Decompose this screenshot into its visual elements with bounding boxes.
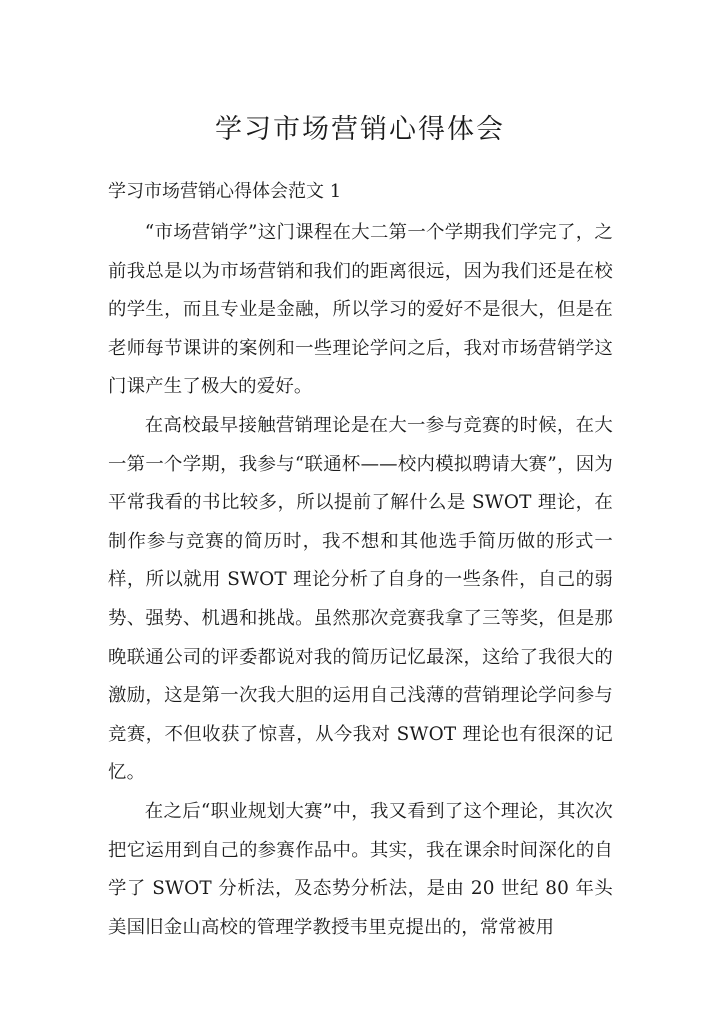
paragraph: 在高校最早接触营销理论是在大一参与竞赛的时候，在大一第一个学期，我参与“联通杯——校内模拟聘请大赛”，因为平常我看的书比较多，所以提前了解什么是 SWOT 理论，在制作参与竞赛的简历时，我不想和其他选手简历做的形式一样，所以就用 SWOT 理论分析了自身的一些条件，自己的弱势、强势、机遇和挑战。虽然那次竞赛我拿了三等奖，但是那晚联通公司的评委都说对我的简历记忆最深，这给了我很大的激励，这是第一次我大胆的运用自己浅薄的营销理论学问参与竞赛，不但收获了惊喜，从今我对 SWOT 理论也有很深的记忆。 <box>108 414 613 784</box>
paragraph: 在之后“职业规划大赛”中，我又看到了这个理论，其次次把它运用到自己的参赛作品中。其实，我在课余时间深化的自学了 SWOT 分析法，及态势分析法，是由 20 世纪 80 年头美国旧金山高校的管理学教授韦里克提出的，常常被用 <box>108 800 613 938</box>
paragraph: “市场营销学”这门课程在大二第一个学期我们学完了，之前我总是以为市场营销和我们的距离很远，因为我们还是在校的学生，而且专业是金融，所以学习的爱好不是很大，但是在老师每节课讲的案例和一些理论学问之后，我对市场营销学这门课产生了极大的爱好。 <box>108 222 613 398</box>
document-body <box>108 214 613 947</box>
document-subheading: 学习市场营销心得体会范文 1 <box>108 181 342 202</box>
document-title: 学习市场营销心得体会 <box>215 114 505 145</box>
